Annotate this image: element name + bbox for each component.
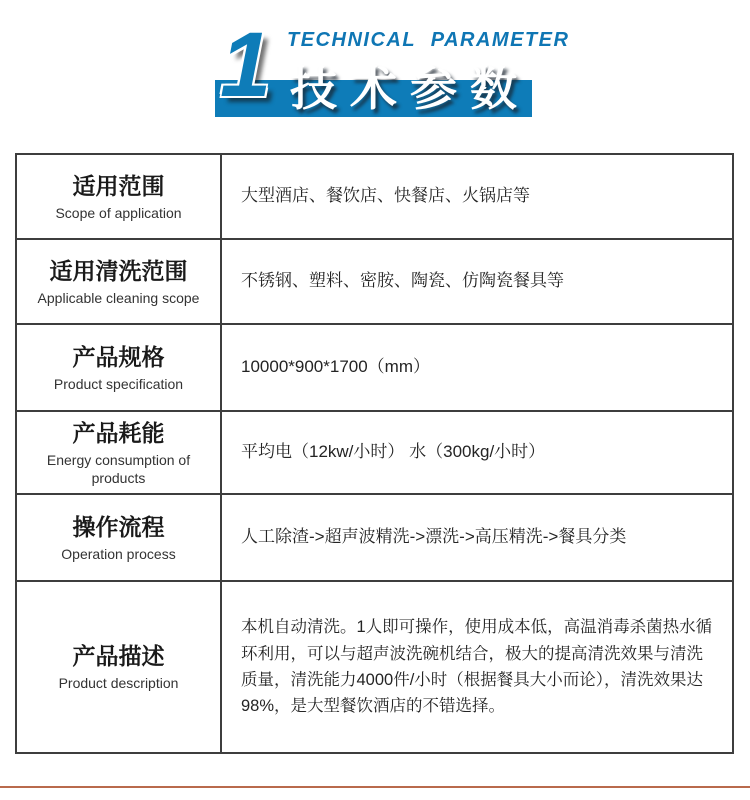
row-label-zh: 适用范围: [72, 172, 165, 199]
row-label-cell: [16, 324, 221, 411]
row-label-en: Product description: [58, 675, 179, 692]
row-label-cell: [16, 154, 221, 239]
row-label-en: Operation process: [61, 545, 176, 562]
row-label-en: Applicable cleaning scope: [37, 289, 200, 306]
row-label-zh: 产品耗能: [72, 419, 165, 446]
table-row: [16, 581, 733, 753]
row-value-cell: 不锈钢、塑料、密胺、陶瓷、仿陶瓷餐具等: [221, 239, 733, 324]
section-title-zh: 技术参数: [290, 62, 530, 115]
row-label-cell: [16, 494, 221, 581]
row-label-cell: [16, 581, 221, 753]
bottom-accent-line: [0, 786, 750, 788]
row-value-cell: 10000*900*1700（mm）: [221, 324, 733, 411]
row-label-zh: 操作流程: [72, 513, 165, 540]
section-number: 1: [220, 14, 272, 116]
row-label-cell: [16, 411, 221, 494]
row-label-en: Product specification: [53, 375, 184, 392]
spec-table: [15, 153, 734, 754]
row-value-cell: 平均电（12kw/小时） 水（300kg/小时）: [221, 411, 733, 494]
row-value-cell: 本机自动清洗。1人即可操作，使用成本低，高温消毒杀菌热水循环利用，可以与超声波洗碗机结合，极大的提高清洗效果与清洗质量，清洗能力4000件/小时（根据餐具大小而论），清洗效果达98%，是大型餐饮酒店的不错选择。: [221, 581, 733, 753]
row-label-zh: 产品规格: [72, 343, 165, 370]
table-row: [16, 411, 733, 494]
row-label-en: Scope of application: [55, 204, 182, 221]
section-title-en: TECHNICAL PARAMETER: [287, 29, 570, 51]
table-row: [16, 239, 733, 324]
row-label-zh: 产品描述: [72, 643, 165, 670]
row-label-cell: [16, 239, 221, 324]
row-value-cell: 大型酒店、餐饮店、快餐店、火锅店等: [221, 154, 733, 239]
row-label-en: Energy consumption of products: [46, 451, 191, 487]
row-label-zh: 适用清洗范围: [49, 257, 188, 284]
table-row: [16, 154, 733, 239]
row-value-cell: 人工除渣->超声波精洗->漂洗->高压精洗->餐具分类: [221, 494, 733, 581]
table-row: [16, 324, 733, 411]
table-row: [16, 494, 733, 581]
header-banner: [0, 0, 750, 150]
